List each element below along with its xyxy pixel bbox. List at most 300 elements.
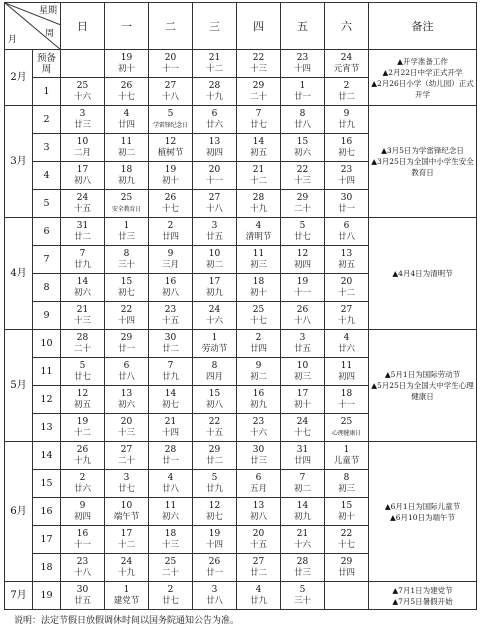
lunar-date: 初四 [337, 371, 355, 382]
day-cell [105, 274, 149, 302]
day-cell [193, 302, 237, 330]
solar-date: 2 [79, 472, 86, 483]
solar-date: 17 [208, 276, 221, 287]
day-cell [237, 442, 281, 470]
solar-date: 23 [76, 556, 89, 567]
lunar-date: 廿九 [337, 119, 355, 130]
lunar-date: 初三 [249, 259, 267, 270]
day-cell [281, 218, 325, 246]
day-cell [237, 470, 281, 498]
lunar-date: 廿七 [73, 371, 91, 382]
solar-date: 25 [340, 416, 353, 427]
lunar-date: 廿二 [161, 343, 179, 354]
solar-date: 27 [340, 304, 353, 315]
day-cell [281, 386, 325, 414]
lunar-date: 十三 [117, 427, 135, 438]
solar-date: 16 [252, 388, 265, 399]
note-line: ▲开学准备工作 [397, 56, 448, 66]
day-cell [325, 218, 369, 246]
week-number: 6 [33, 218, 61, 246]
lunar-date: 廿七 [117, 483, 135, 494]
day-cell [281, 190, 325, 218]
day-cell [105, 470, 149, 498]
day-cell [149, 526, 193, 554]
lunar-date: 初六 [117, 399, 135, 410]
lunar-date: 十七 [293, 427, 311, 438]
solar-date: 20 [340, 276, 353, 287]
lunar-date: 初十 [337, 511, 355, 522]
note-line: ▲2月22日中学正式开学 [382, 67, 463, 77]
day-cell [237, 162, 281, 190]
day-cell [61, 386, 105, 414]
day-cell [325, 302, 369, 330]
day-cell [325, 386, 369, 414]
day-cell [193, 582, 237, 610]
solar-date: 3 [299, 332, 306, 343]
lunar-date: 廿九 [205, 483, 223, 494]
solar-date: 19 [76, 416, 89, 427]
day-cell [105, 554, 149, 582]
lunar-date: 十九 [205, 91, 223, 102]
notes-cell [369, 50, 477, 106]
solar-date: 14 [164, 388, 177, 399]
corner-week-label: 周 [44, 29, 54, 39]
note-line: ▲7月1日为建党节 [392, 585, 453, 595]
corner-weekday-label: 星期 [38, 6, 57, 16]
day-cell [193, 246, 237, 274]
lunar-date: 廿三 [117, 231, 135, 242]
day-cell [237, 246, 281, 274]
day-cell [281, 246, 325, 274]
solar-date: 8 [123, 248, 130, 259]
lunar-date: 劳动节 [201, 343, 228, 354]
lunar-date: 十四 [293, 63, 311, 74]
solar-date: 9 [79, 500, 86, 511]
lunar-date: 廿八 [117, 371, 135, 382]
lunar-date: 初八 [249, 511, 267, 522]
solar-date: 3 [123, 472, 130, 483]
day-cell [105, 302, 149, 330]
lunar-date: 十一 [161, 63, 179, 74]
lunar-date: 十四 [337, 175, 355, 186]
day-cell [281, 358, 325, 386]
lunar-date: 十九 [117, 567, 135, 578]
solar-date: 19 [164, 164, 177, 175]
solar-date: 22 [120, 304, 133, 315]
lunar-date: 廿七 [293, 231, 311, 242]
day-cell [281, 302, 325, 330]
day-cell [237, 218, 281, 246]
solar-date: 10 [76, 136, 89, 147]
day-cell [105, 386, 149, 414]
week-number: 8 [33, 274, 61, 302]
solar-date: 9 [255, 360, 262, 371]
lunar-date: 十三 [73, 315, 91, 326]
solar-date: 18 [340, 388, 353, 399]
lunar-date: 廿四 [249, 343, 267, 354]
day-cell [61, 470, 105, 498]
day-cell [325, 162, 369, 190]
day-cell [61, 162, 105, 190]
day-cell [193, 190, 237, 218]
lunar-date: 十八 [73, 567, 91, 578]
lunar-date: 廿三 [293, 567, 311, 578]
day-cell [61, 582, 105, 610]
lunar-date: 十二 [205, 63, 223, 74]
day-cell [325, 554, 369, 582]
day-cell [61, 274, 105, 302]
lunar-date: 十三 [249, 63, 267, 74]
day-cell [281, 50, 325, 78]
solar-date: 15 [340, 500, 353, 511]
lunar-date: 廿五 [205, 231, 223, 242]
lunar-date: 十九 [337, 315, 355, 326]
lunar-date: 初八 [205, 399, 223, 410]
lunar-date: 清明节 [245, 231, 272, 242]
lunar-date: 十一 [205, 175, 223, 186]
lunar-date: 二十 [117, 455, 135, 466]
day-cell [193, 498, 237, 526]
solar-date: 5 [299, 584, 306, 595]
solar-date: 28 [252, 192, 265, 203]
solar-date: 27 [120, 444, 133, 455]
month-label: 5月 [5, 330, 33, 442]
day-cell [61, 134, 105, 162]
day-cell [281, 526, 325, 554]
note-line: ▲5月25日为全国大中学生心理健康日 [371, 381, 474, 401]
lunar-date: 五月 [249, 483, 267, 494]
lunar-date: 十二 [117, 539, 135, 550]
lunar-date: 端午节 [113, 511, 140, 522]
lunar-date: 廿三 [73, 119, 91, 130]
week-number: 3 [33, 134, 61, 162]
solar-date: 24 [340, 52, 353, 63]
month-label: 6月 [5, 442, 33, 582]
solar-date: 23 [252, 416, 265, 427]
header-sat: 六 [325, 3, 369, 50]
solar-date: 24 [208, 304, 221, 315]
notes-cell [369, 442, 477, 582]
lunar-date: 二十 [73, 343, 91, 354]
lunar-date: 初九 [205, 287, 223, 298]
lunar-date: 廿三 [249, 455, 267, 466]
lunar-date: 初十 [293, 399, 311, 410]
solar-date: 16 [340, 136, 353, 147]
solar-date: 25 [164, 556, 177, 567]
lunar-date: 三月 [161, 259, 179, 270]
lunar-date: 初二 [293, 483, 311, 494]
week-number: 14 [33, 442, 61, 470]
note-line: ▲3月5日为学雷锋纪念日 [381, 146, 464, 155]
day-cell [237, 78, 281, 106]
day-cell [281, 78, 325, 106]
lunar-date: 建党节 [113, 595, 140, 606]
lunar-date: 初五 [73, 399, 91, 410]
solar-date: 2 [255, 332, 262, 343]
week-number: 11 [33, 358, 61, 386]
lunar-date: 十三 [161, 539, 179, 550]
day-cell [325, 78, 369, 106]
solar-date: 1 [211, 332, 218, 343]
solar-date: 20 [252, 528, 265, 539]
day-cell [237, 302, 281, 330]
lunar-date: 二十 [161, 567, 179, 578]
lunar-date: 初六 [73, 287, 91, 298]
solar-date: 17 [76, 164, 89, 175]
day-cell [149, 442, 193, 470]
week-number: 15 [33, 470, 61, 498]
day-cell [281, 498, 325, 526]
header-row [5, 3, 477, 50]
solar-date: 10 [208, 248, 221, 259]
lunar-date: 十八 [205, 203, 223, 214]
solar-date: 2 [167, 584, 174, 595]
lunar-date: 初四 [73, 511, 91, 522]
solar-date: 21 [164, 416, 177, 427]
day-cell [193, 134, 237, 162]
lunar-date: 十三 [293, 175, 311, 186]
solar-date: 22 [296, 164, 309, 175]
lunar-date: 廿二 [337, 91, 355, 102]
solar-date: 8 [299, 108, 306, 119]
day-cell [237, 414, 281, 442]
solar-date: 2 [167, 220, 174, 231]
lunar-date: 安全教育日 [111, 205, 141, 213]
solar-date: 29 [340, 556, 353, 567]
day-cell [237, 274, 281, 302]
lunar-date: 初九 [293, 511, 311, 522]
solar-date: 17 [296, 388, 309, 399]
lunar-date: 初五 [249, 147, 267, 158]
solar-date: 15 [208, 388, 221, 399]
lunar-date: 初二 [249, 371, 267, 382]
day-cell [61, 78, 105, 106]
lunar-date: 十二 [249, 175, 267, 186]
solar-date: 30 [76, 584, 89, 595]
solar-date: 11 [252, 248, 265, 259]
lunar-date: 十四 [205, 539, 223, 550]
solar-date: 13 [340, 248, 353, 259]
solar-date: 28 [76, 332, 89, 343]
week-number: 12 [33, 386, 61, 414]
day-cell [193, 50, 237, 78]
solar-date: 4 [123, 108, 130, 119]
lunar-date: 廿四 [337, 567, 355, 578]
day-cell [61, 330, 105, 358]
lunar-date: 十九 [73, 455, 91, 466]
solar-date: 24 [76, 192, 89, 203]
day-cell [105, 442, 149, 470]
day-cell [325, 526, 369, 554]
day-cell [237, 526, 281, 554]
solar-date: 13 [252, 500, 265, 511]
lunar-date: 初九 [249, 399, 267, 410]
solar-date: 4 [255, 584, 262, 595]
solar-date: 25 [76, 80, 89, 91]
solar-date: 3 [211, 220, 218, 231]
day-cell [149, 302, 193, 330]
day-cell [61, 106, 105, 134]
solar-date: 29 [208, 444, 221, 455]
day-cell [325, 414, 369, 442]
lunar-date: 十六 [73, 91, 91, 102]
week-number: 17 [33, 526, 61, 554]
solar-date: 7 [79, 248, 86, 259]
day-cell [105, 106, 149, 134]
lunar-date: 廿六 [337, 343, 355, 354]
week-number: 19 [33, 582, 61, 610]
day-cell [325, 134, 369, 162]
day-cell [193, 442, 237, 470]
day-cell [193, 218, 237, 246]
day-cell [149, 78, 193, 106]
day-cell [325, 358, 369, 386]
day-cell [105, 162, 149, 190]
day-cell [149, 470, 193, 498]
solar-date: 28 [208, 80, 221, 91]
lunar-date: 廿一 [337, 203, 355, 214]
day-cell [149, 274, 193, 302]
solar-date: 28 [296, 556, 309, 567]
solar-date: 1 [343, 444, 350, 455]
lunar-date: 廿七 [249, 119, 267, 130]
day-cell [281, 274, 325, 302]
day-cell [237, 330, 281, 358]
day-cell [149, 554, 193, 582]
day-cell [149, 50, 193, 78]
lunar-date: 心理健康日 [331, 429, 361, 437]
lunar-date: 廿一 [117, 343, 135, 354]
lunar-date: 十五 [161, 315, 179, 326]
solar-date: 23 [164, 304, 177, 315]
lunar-date: 初四 [293, 259, 311, 270]
solar-date: 5 [79, 360, 86, 371]
day-cell [105, 582, 149, 610]
week-number: 预备周 [33, 50, 61, 78]
solar-date: 12 [76, 388, 89, 399]
solar-date: 11 [340, 360, 353, 371]
solar-date: 31 [76, 220, 89, 231]
lunar-date: 十八 [293, 315, 311, 326]
solar-date: 26 [208, 556, 221, 567]
solar-date: 5 [167, 108, 174, 119]
month-label: 7月 [5, 582, 33, 610]
note-line: ▲7月5日暑假开始 [392, 596, 453, 606]
solar-date: 19 [208, 528, 221, 539]
solar-date: 30 [252, 444, 265, 455]
solar-date: 24 [120, 556, 133, 567]
lunar-date: 廿八 [337, 231, 355, 242]
day-cell [237, 50, 281, 78]
day-cell [149, 190, 193, 218]
solar-date: 13 [208, 136, 221, 147]
day-cell [149, 498, 193, 526]
lunar-date: 廿一 [293, 91, 311, 102]
corner-month-label: 月 [8, 35, 18, 45]
day-cell [281, 162, 325, 190]
day-cell [325, 106, 369, 134]
solar-date: 6 [123, 360, 130, 371]
solar-date: 9 [343, 108, 350, 119]
day-cell [325, 498, 369, 526]
notes-cell [369, 330, 477, 442]
solar-date: 7 [299, 472, 306, 483]
day-cell [237, 554, 281, 582]
lunar-date: 植树节 [157, 147, 184, 158]
solar-date: 23 [340, 164, 353, 175]
day-cell [281, 134, 325, 162]
solar-date: 27 [252, 556, 265, 567]
day-cell [149, 414, 193, 442]
lunar-date: 初八 [73, 175, 91, 186]
day-cell [281, 582, 325, 610]
day-cell [237, 582, 281, 610]
day-cell [61, 526, 105, 554]
calendar-body [5, 50, 477, 610]
solar-date: 11 [164, 500, 177, 511]
week-number: 16 [33, 498, 61, 526]
solar-date: 26 [164, 192, 177, 203]
solar-date: 24 [296, 416, 309, 427]
lunar-date: 十七 [249, 315, 267, 326]
lunar-date: 十七 [337, 539, 355, 550]
day-cell [105, 330, 149, 358]
lunar-date: 十六 [293, 539, 311, 550]
day-cell [325, 442, 369, 470]
day-cell [325, 330, 369, 358]
solar-date: 7 [255, 108, 262, 119]
lunar-date: 廿二 [249, 567, 267, 578]
day-cell [193, 358, 237, 386]
day-cell [325, 190, 369, 218]
solar-date: 27 [208, 192, 221, 203]
lunar-date: 廿五 [293, 343, 311, 354]
solar-date: 6 [343, 220, 350, 231]
solar-date: 21 [208, 52, 221, 63]
day-cell [325, 246, 369, 274]
lunar-date: 廿一 [161, 455, 179, 466]
solar-date: 10 [120, 500, 133, 511]
day-cell [193, 330, 237, 358]
solar-date: 1 [123, 220, 130, 231]
solar-date: 22 [252, 52, 265, 63]
week-row [5, 582, 477, 610]
solar-date: 12 [296, 248, 309, 259]
lunar-date: 初九 [117, 175, 135, 186]
day-cell [105, 526, 149, 554]
solar-date: 3 [211, 584, 218, 595]
day-cell [237, 358, 281, 386]
solar-date: 18 [120, 164, 133, 175]
lunar-date: 廿七 [161, 595, 179, 606]
header-tue: 二 [149, 3, 193, 50]
day-cell [281, 106, 325, 134]
day-cell [193, 526, 237, 554]
solar-date: 27 [164, 80, 177, 91]
week-row [5, 218, 477, 246]
lunar-date: 十五 [205, 427, 223, 438]
lunar-date: 初八 [161, 287, 179, 298]
header-notes: 备注 [369, 3, 477, 50]
solar-date: 22 [340, 528, 353, 539]
day-cell [325, 274, 369, 302]
header-sun: 日 [61, 3, 105, 50]
day-cell [149, 162, 193, 190]
lunar-date: 初六 [293, 147, 311, 158]
solar-date: 15 [296, 136, 309, 147]
solar-date: 6 [255, 472, 262, 483]
solar-date: 8 [211, 360, 218, 371]
